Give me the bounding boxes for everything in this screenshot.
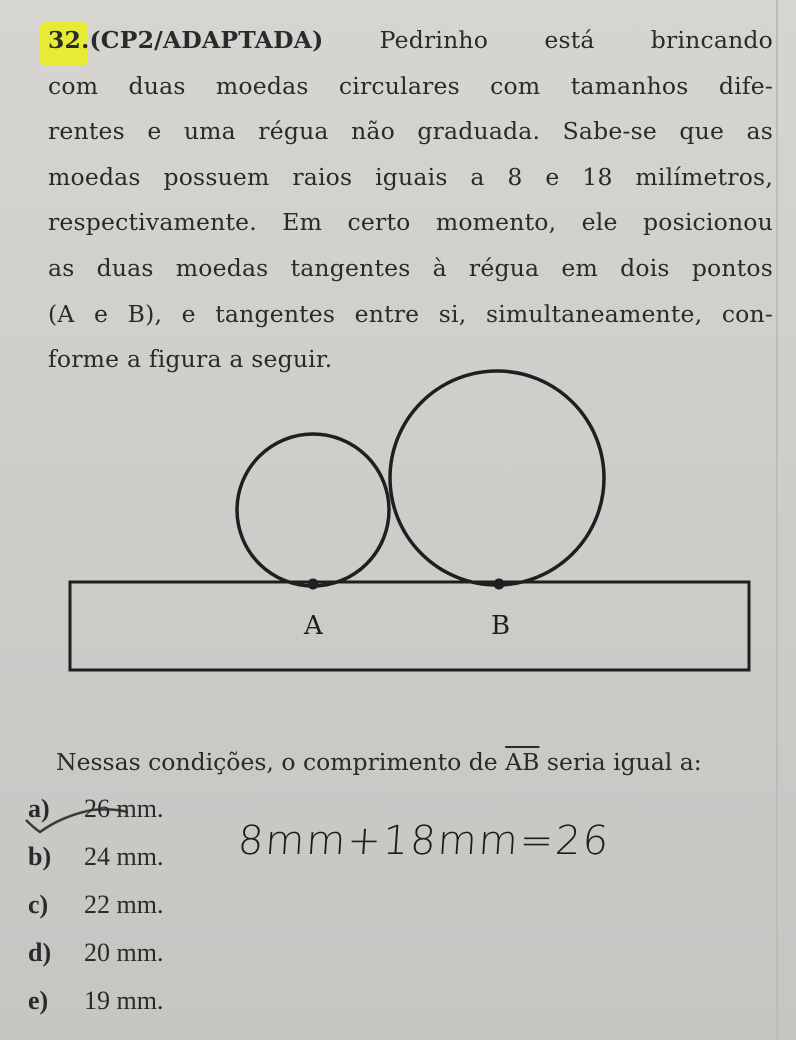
option-value: 24 mm. xyxy=(84,842,164,871)
coins-ruler-figure xyxy=(0,360,796,690)
option-letter: b) xyxy=(28,842,52,871)
option-value: 20 mm. xyxy=(84,938,164,967)
problem-line-6: as duas moedas tangentes à régua em dois pontos xyxy=(48,253,773,282)
option-letter: c) xyxy=(28,890,49,919)
question-prompt xyxy=(56,748,796,776)
option-value: 26 mm. xyxy=(84,794,164,823)
large-coin xyxy=(390,371,604,585)
ruler xyxy=(70,582,749,670)
point-b-label: B xyxy=(491,611,511,641)
option-e[interactable] xyxy=(28,986,163,1016)
handwritten-note: 8mm+18mm=26 xyxy=(236,818,612,864)
problem-line-3: rentes e uma régua não graduada. Sabe-se que as xyxy=(48,117,773,146)
problem-number: 32. xyxy=(48,26,90,54)
problem-line-5: respectivamente. Em certo momento, ele posicionou xyxy=(48,208,773,237)
small-coin xyxy=(237,434,389,586)
option-value: 19 mm. xyxy=(84,986,164,1015)
point-b-dot xyxy=(494,579,505,590)
option-value: 22 mm. xyxy=(84,890,164,919)
question-prefix: Nessas condições, o comprimento de xyxy=(56,748,506,776)
option-letter: a) xyxy=(28,794,50,823)
problem-line-4: moedas possuem raios iguais a 8 e 18 milímetros, xyxy=(48,162,773,191)
problem-line-7: (A e B), e tangentes entre si, simultaneamente, con- xyxy=(48,299,773,328)
problem-source: (CP2/ADAPTADA) xyxy=(89,26,324,54)
segment-ab: $\overline{AB}$ xyxy=(505,748,540,776)
option-c[interactable] xyxy=(28,890,163,920)
point-a-label: A xyxy=(304,611,323,641)
problem-line-2: com duas moedas circulares com tamanhos dife- xyxy=(48,71,773,100)
point-a-dot xyxy=(308,579,319,590)
problem-statement xyxy=(48,18,773,383)
option-letter: e) xyxy=(28,986,49,1015)
problem-line-1 xyxy=(48,18,773,64)
option-d[interactable] xyxy=(28,938,163,968)
problem-text: Pedrinho está brincando xyxy=(379,26,774,54)
option-letter: d) xyxy=(28,938,52,967)
option-b[interactable] xyxy=(28,842,163,872)
question-suffix: seria igual a: xyxy=(539,748,702,776)
option-a[interactable] xyxy=(28,794,163,824)
problem-line-8: forme a figura a seguir. xyxy=(48,345,333,374)
